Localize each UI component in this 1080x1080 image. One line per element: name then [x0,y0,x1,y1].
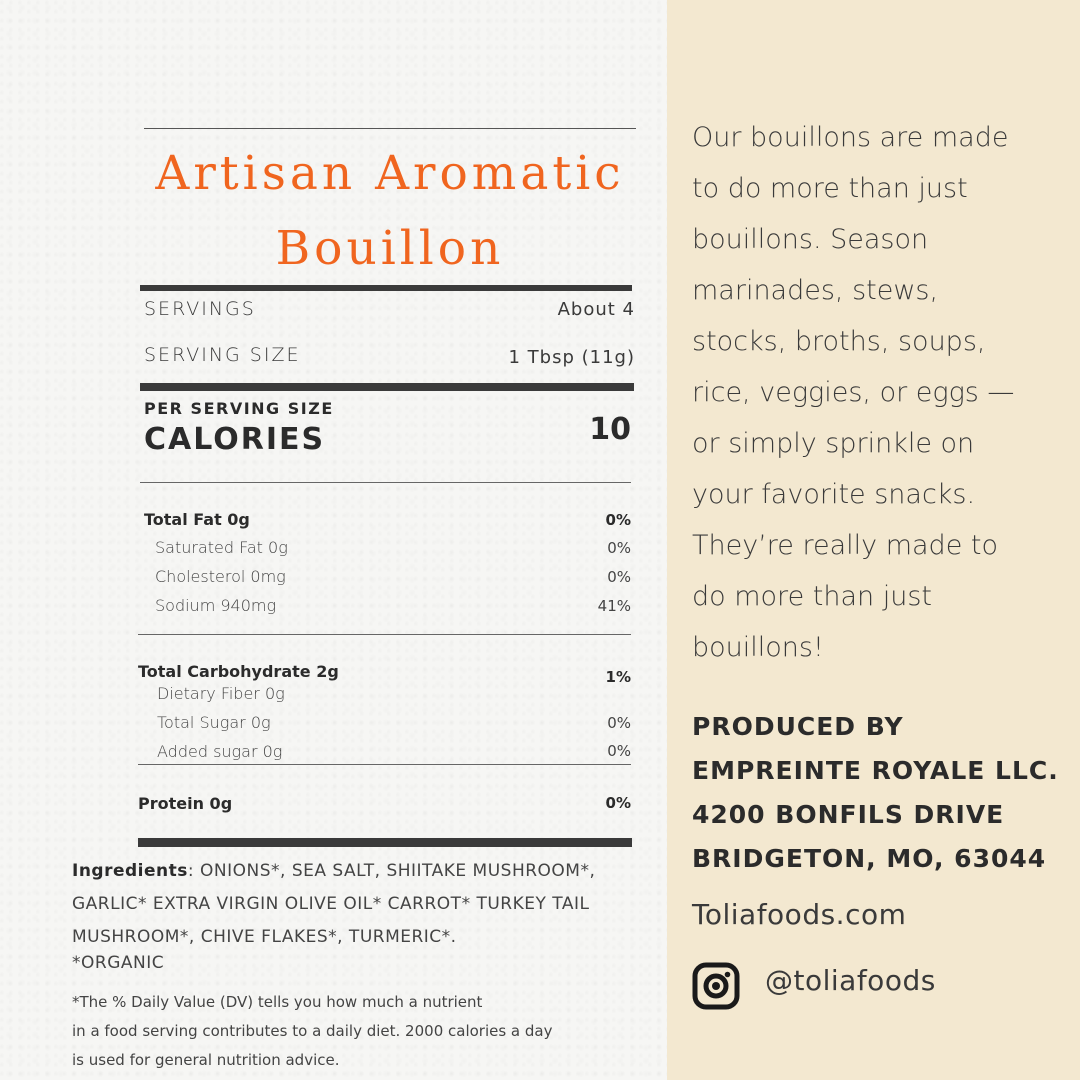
disclaimer-line: *The % Daily Value (DV) tells you how much a nutrient [72,993,483,1011]
nutrient-name: Saturated Fat 0g [155,538,288,557]
website-link[interactable]: Toliafoods.com [692,898,907,931]
disclaimer-line: is used for general nutrition advice. [72,1051,340,1069]
top-divider [144,128,636,129]
producer-line: BRIDGETON, MO, 63044 [692,844,1047,873]
instagram-icon[interactable] [692,962,740,1010]
nutrient-dv: 41% [597,597,631,615]
description-line: marinades, stews, [692,275,939,306]
servings-label: SERVINGS [144,298,256,320]
nutrient-name: Sodium 940mg [155,596,277,615]
servings-value: About 4 [557,299,635,320]
nutrient-dv: 0% [605,511,631,529]
nutrient-name: Dietary Fiber 0g [157,684,285,703]
description-line: to do more than just [692,173,968,204]
nutrient-name: Total Sugar 0g [157,713,271,732]
calories-label: CALORIES [144,422,326,457]
nutrient-dv: 1% [605,668,631,686]
producer-address [692,705,1072,881]
description-line: stocks, broths, soups, [692,326,986,357]
nutrient-name: Cholesterol 0mg [155,567,286,586]
product-title-line1: Artisan Aromatic [155,146,625,201]
thin-divider [140,482,631,483]
nutrient-name: Added sugar 0g [157,742,283,761]
description-line: your favorite snacks. [692,479,976,510]
ingredients-text [72,855,642,954]
description-line: or simply sprinkle on [692,428,975,459]
instagram-handle[interactable]: @toliafoods [765,964,936,997]
nutrient-name: Total Fat 0g [144,510,250,529]
nutrient-dv: 0% [605,794,631,812]
nutrient-name: Total Carbohydrate 2g [138,662,339,681]
per-serving-label: PER SERVING SIZE [144,399,334,418]
producer-line: 4200 BONFILS DRIVE [692,800,1005,829]
description-line: do more than just [692,581,932,612]
thick-divider [138,838,632,847]
description-line: bouillons. Season [692,224,929,255]
thick-divider [140,285,632,291]
serving-size-label: SERVING SIZE [144,344,301,366]
serving-size-value: 1 Tbsp (11g) [508,347,635,368]
organic-note: *ORGANIC [72,953,165,973]
disclaimer-line: in a food serving contributes to a daily diet. 2000 calories a day [72,1022,553,1040]
thick-divider [140,383,634,391]
product-title-line2: Bouillon [275,221,505,276]
description-line: Our bouillons are made [692,122,1009,153]
thin-divider [138,634,631,635]
description-line: rice, veggies, or eggs — [692,377,1015,408]
nutrient-dv: 0% [607,568,631,586]
description-line: They’re really made to [692,530,998,561]
ingredients-label: Ingredients [72,861,188,881]
product-description [692,112,1072,673]
thin-divider [138,764,631,765]
description-line: bouillons! [692,632,824,663]
nutrient-dv: 0% [607,714,631,732]
producer-line: PRODUCED BY [692,712,904,741]
dv-disclaimer [72,988,652,1075]
nutrient-dv: 0% [607,742,631,760]
producer-line: EMPREINTE ROYALE LLC. [692,756,1059,785]
ingredients-list: : ONIONS*, SEA SALT, SHIITAKE MUSHROOM*, GARLIC* EXTRA VIRGIN OLIVE OIL* CARROT* TURKEY TAIL MUSHROOM*, CHIVE FLAKES*, TURMERIC*. [72,861,596,947]
calories-value: 10 [589,412,631,447]
nutrient-name: Protein 0g [138,794,233,813]
nutrient-dv: 0% [607,539,631,557]
